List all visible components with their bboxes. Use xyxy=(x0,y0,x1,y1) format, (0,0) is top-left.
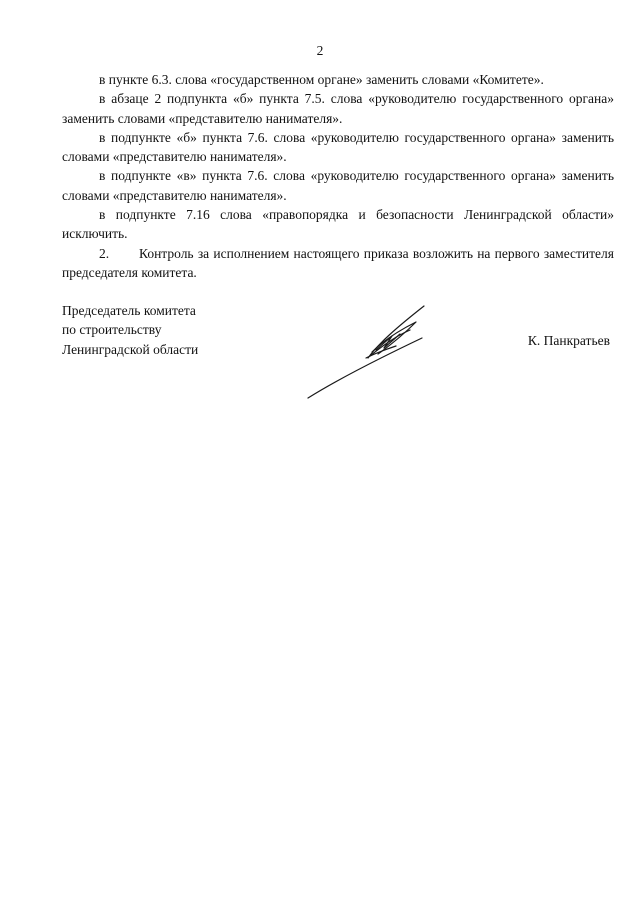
item-number: 2. xyxy=(99,245,110,261)
signer-title-line-1: Председатель комитета xyxy=(62,303,196,318)
paragraph-clause-7-6-v: в подпункте «в» пункта 7.6. слова «руководителю государственного органа» заменить словами «представителю нанимателя». xyxy=(62,168,614,203)
item-text: Контроль за исполнением настоящего приказа возложить на первого заместителя председателя комитета. xyxy=(62,245,614,280)
paragraph-clause-7-16: в подпункте 7.16 слова «правопорядка и безопасности Ленинградской области» исключить. xyxy=(62,207,614,242)
page-number: 2 xyxy=(316,43,324,58)
signer-title xyxy=(62,301,198,359)
signer-title-line-3: Ленинградской области xyxy=(62,341,199,357)
signer-name: К. Панкратьев xyxy=(527,333,610,348)
paragraph-clause-7-5: в абзаце 2 подпункта «б» пункта 7.5. слова «руководителю государственного органа» заменить словами «представителю нанимателя». xyxy=(62,91,614,126)
signer-title-line-2: по строительству xyxy=(62,322,162,338)
paragraph-clause-7-6-b: в подпункте «б» пункта 7.6. слова «руководителю государственного органа» заменить словами «представителю нанимателя». xyxy=(62,129,614,165)
document-body xyxy=(62,70,614,282)
handwritten-signature-icon xyxy=(300,300,440,405)
paragraph-clause-6-3: в пункте 6.3. слова «государственном органе» заменить словами «Комитете». xyxy=(99,72,544,87)
numbered-item-2 xyxy=(62,244,614,283)
